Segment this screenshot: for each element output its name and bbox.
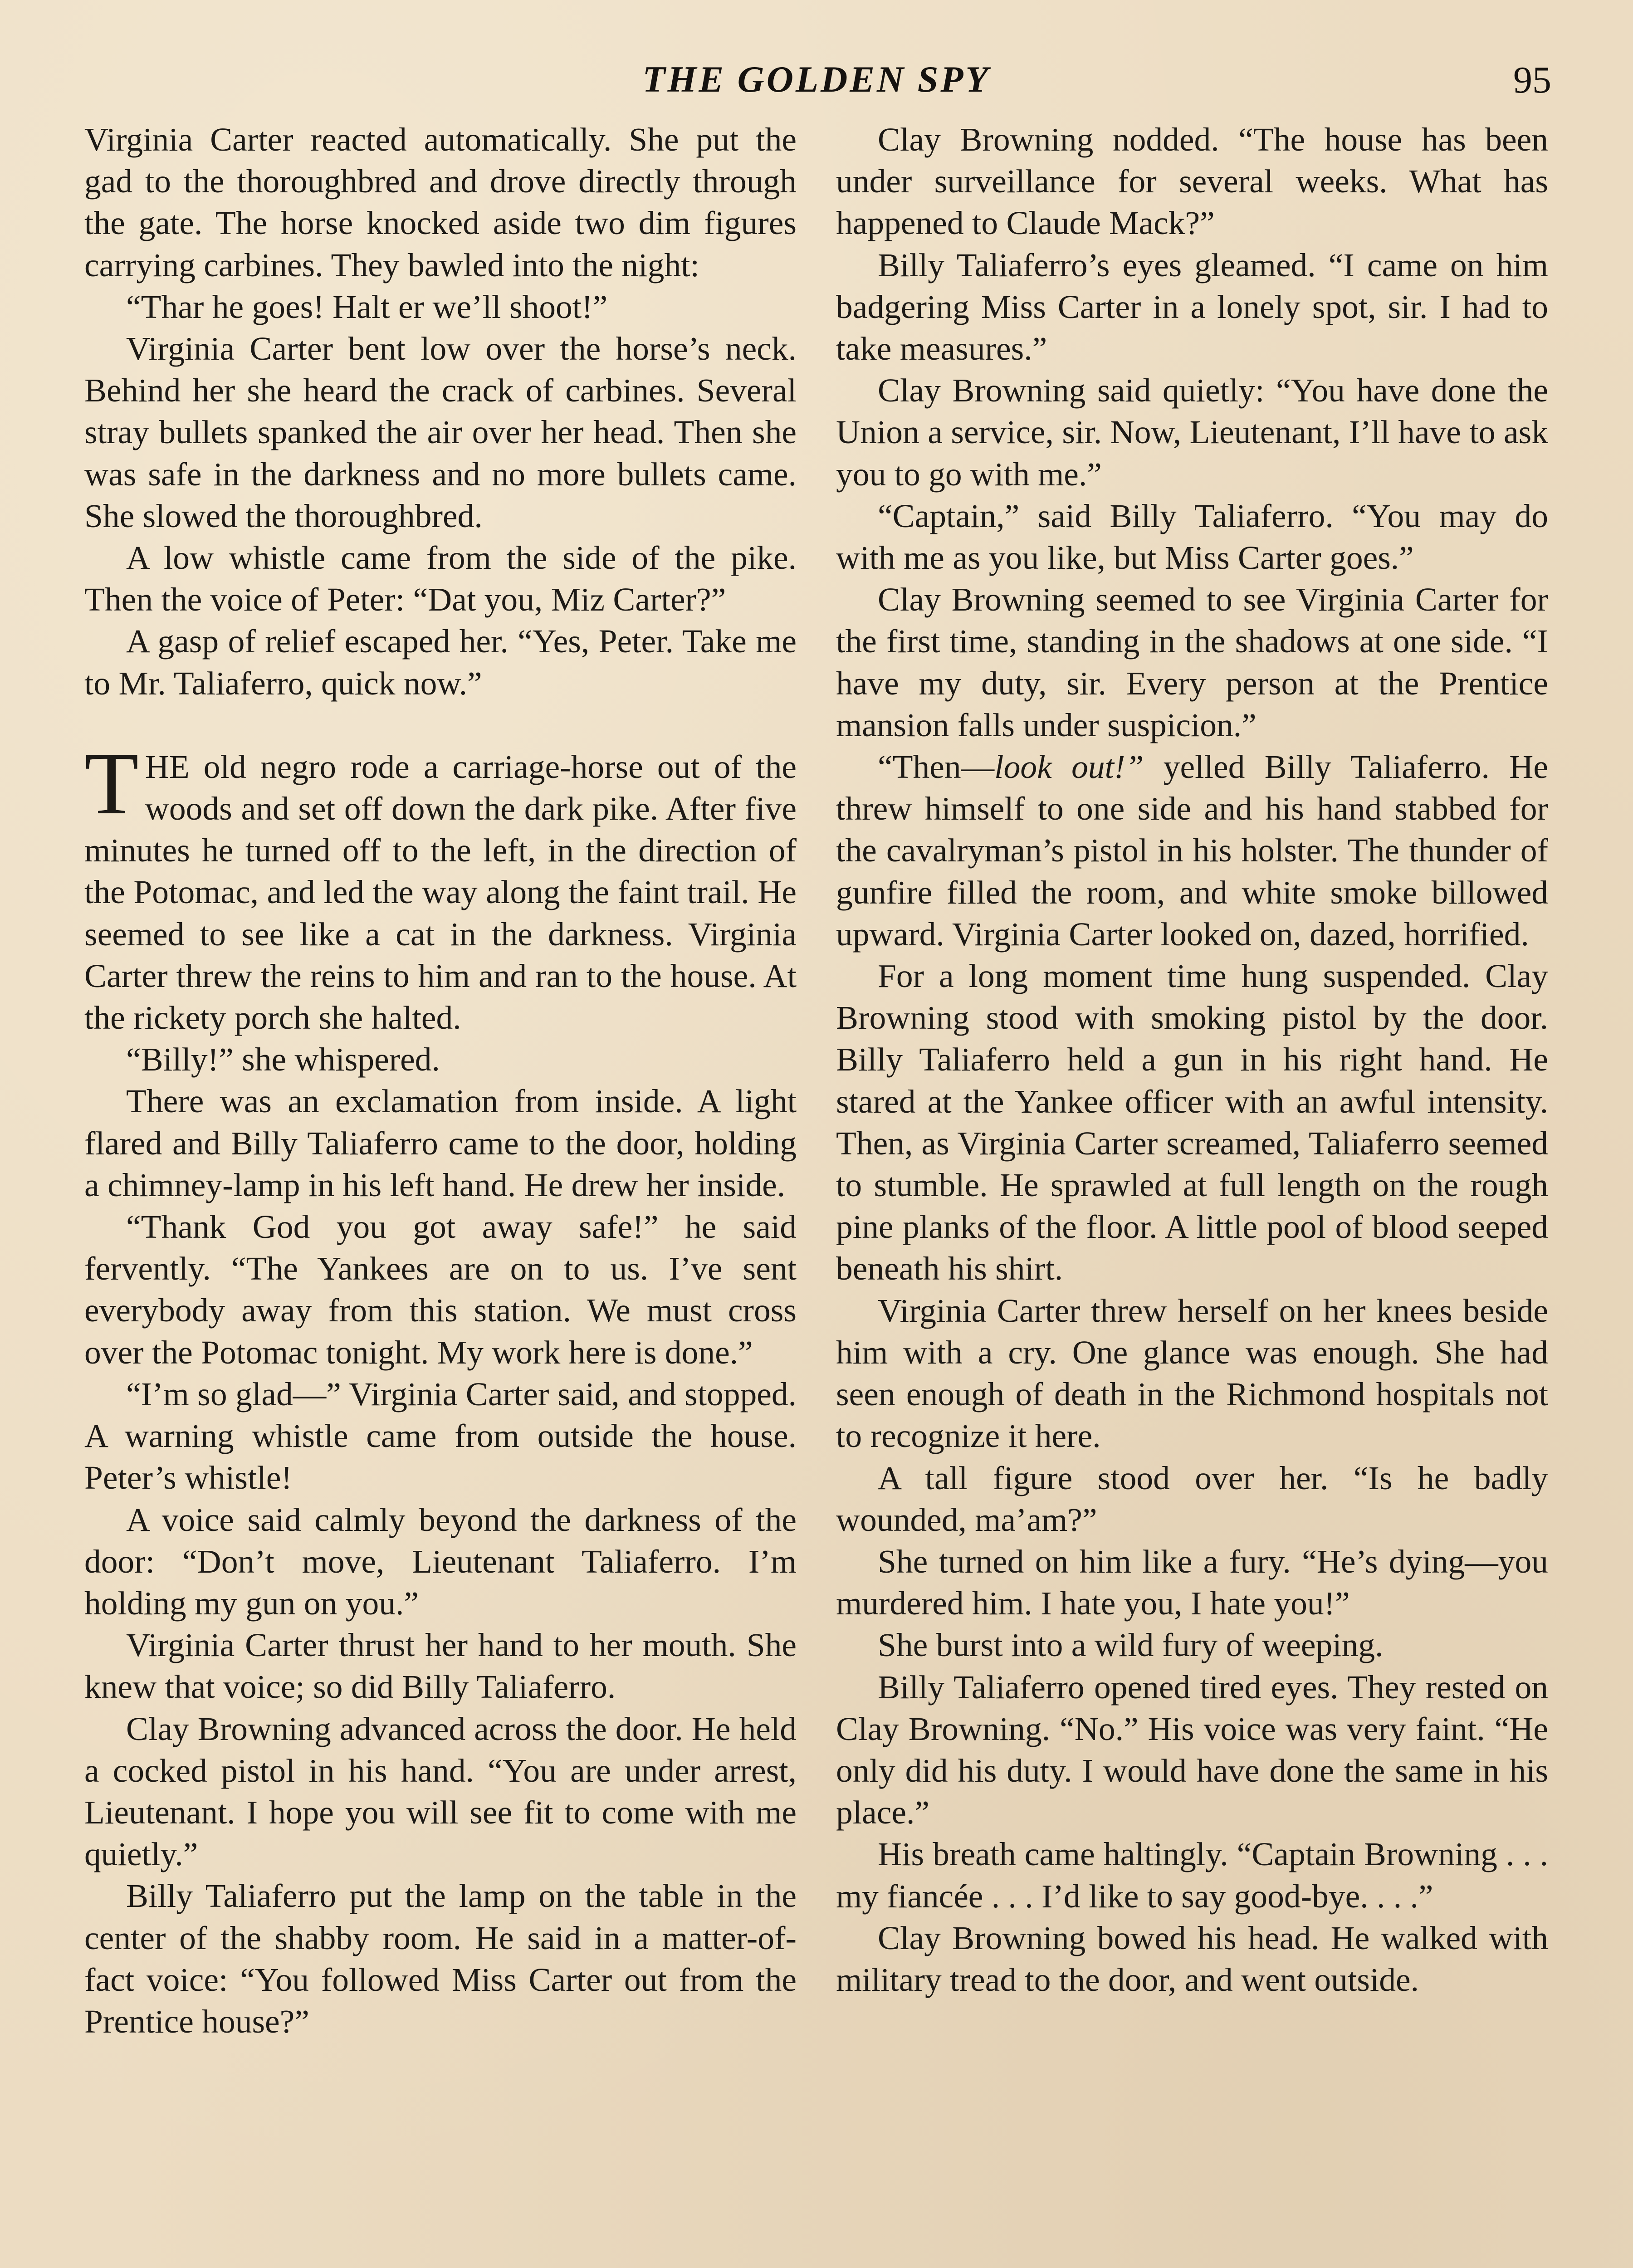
paragraph-text: yelled Billy Taliaferro. He threw himself to one side and his hand stabbed for the cavalryman’s pistol in his holster. The thunder of gunfire filled the room, and white smoke billowed upward. Virginia Carter looked on, dazed, horrified. (836, 748, 1548, 953)
paragraph: Clay Browning bowed his head. He walked with military tread to the door, and went outside. (836, 1919, 1548, 1998)
section-start-paragraph (84, 734, 797, 1039)
paragraph: Virginia Carter thrust her hand to her mouth. She knew that voice; so did Billy Taliaferro. (84, 1627, 797, 1706)
running-title: THE GOLDEN SPY (642, 59, 991, 100)
paragraph: A gasp of relief escaped her. “Yes, Peter. Take me to Mr. Taliaferro, quick now.” (84, 623, 797, 702)
paragraph: A tall figure stood over her. “Is he badly wounded, ma’am?” (836, 1459, 1548, 1538)
paragraph: Billy Taliaferro opened tired eyes. They rested on Clay Browning. “No.” His voice was very faint. “He only did his duty. I would have done the same in his place.” (836, 1668, 1548, 1831)
paragraph: “Thank God you got away safe!” he said fervently. “The Yankees are on to us. I’ve sent everybody away from this station. We must cross over the Potomac tonight. My work here is done.” (84, 1208, 797, 1371)
paragraph: There was an exclamation from inside. A light flared and Billy Taliaferro came to the door, holding a chimney-lamp in his left hand. He drew her inside. (84, 1083, 797, 1203)
paragraph: Billy Taliaferro’s eyes gleamed. “I came on him badgering Miss Carter in a lonely spot, sir. I had to take measures.” (836, 246, 1548, 367)
paragraph: “Thar he goes! Halt er we’ll shoot!” (126, 288, 608, 325)
paragraph: Virginia Carter bent low over the horse’s neck. Behind her she heard the crack of carbines. Several stray bullets spanked the air over her head. Then she was safe in the darkness and no more bullets came. She slowed the thoroughbred. (84, 330, 797, 534)
emphasis-text: look out!” (994, 748, 1144, 786)
running-head (0, 58, 1633, 108)
drop-cap: T (84, 734, 139, 833)
page-number: 95 (1513, 59, 1551, 101)
paragraph: Clay Browning advanced across the door. He held a cocked pistol in his hand. “You are under arrest, Lieutenant. I hope you will see fit to come with me quietly.” (84, 1710, 797, 1873)
paragraph: She turned on him like a fury. “He’s dying—you murdered him. I hate you, I hate you!” (836, 1543, 1548, 1622)
paragraph: His breath came haltingly. “Captain Browning . . . my fiancée . . . I’d like to say good-bye. . . .” (836, 1836, 1548, 1915)
right-column (836, 119, 1548, 2001)
paragraph-text: HE old negro rode a carriage-horse out of the woods and set off down the dark pike. After five minutes he turned off to the left, in the direction of the Potomac, and led the way along the faint trail. He seemed to see like a cat in the darkness. Virginia Carter threw the reins to him and ran to the house. At the rickety porch she halted. (84, 748, 797, 1036)
paragraph: “I’m so glad—” Virginia Carter said, and stopped. A warning whistle came from outside the house. Peter’s whistle! (84, 1375, 797, 1496)
paragraph: Virginia Carter threw herself on her knees beside him with a cry. One glance was enough. She had seen enough of death in the Richmond hospitals not to recognize it here. (836, 1292, 1548, 1455)
paragraph: A low whistle came from the side of the pike. Then the voice of Peter: “Dat you, Miz Carter?” (84, 539, 797, 618)
paragraph: “Billy!” she whispered. (126, 1041, 440, 1078)
paragraph: Clay Browning seemed to see Virginia Carter for the first time, standing in the shadows at one side. “I have my duty, sir. Every person at the Prentice mansion falls under suspicion.” (836, 581, 1548, 743)
paragraph (836, 746, 1548, 955)
paragraph: Clay Browning nodded. “The house has been under surveillance for several weeks. What has happened to Claude Mack?” (836, 121, 1548, 242)
paragraph: Billy Taliaferro put the lamp on the table in the center of the shabby room. He said in a matter-of-fact voice: “You followed Miss Carter out from the Prentice house?” (84, 1877, 797, 2040)
paragraph: “Captain,” said Billy Taliaferro. “You may do with me as you like, but Miss Carter goes.” (836, 497, 1548, 577)
left-column (84, 119, 797, 2043)
paragraph: She burst into a wild fury of weeping. (878, 1627, 1384, 1664)
paragraph: For a long moment time hung suspended. Clay Browning stood with smoking pistol by the door. Billy Taliaferro held a gun in his right hand. He stared at the Yankee officer with an awful intensity. Then, as Virginia Carter screamed, Taliaferro seemed to stumble. He sprawled at full length on the rough pine planks of the floor. A little pool of blood seeped beneath his shirt. (836, 958, 1548, 1287)
paragraph: Virginia Carter reacted automatically. She put the gad to the thoroughbred and drove directly through the gate. The horse knocked aside two dim figures carrying carbines. They bawled into the night: (84, 121, 797, 284)
paragraph: A voice said calmly beyond the darkness of the door: “Don’t move, Lieutenant Taliaferro. I’m holding my gun on you.” (84, 1501, 797, 1622)
paragraph-text: “Then— (878, 748, 995, 786)
paragraph: Clay Browning said quietly: “You have done the Union a service, sir. Now, Lieutenant, I’ll have to ask you to go with me.” (836, 372, 1548, 493)
